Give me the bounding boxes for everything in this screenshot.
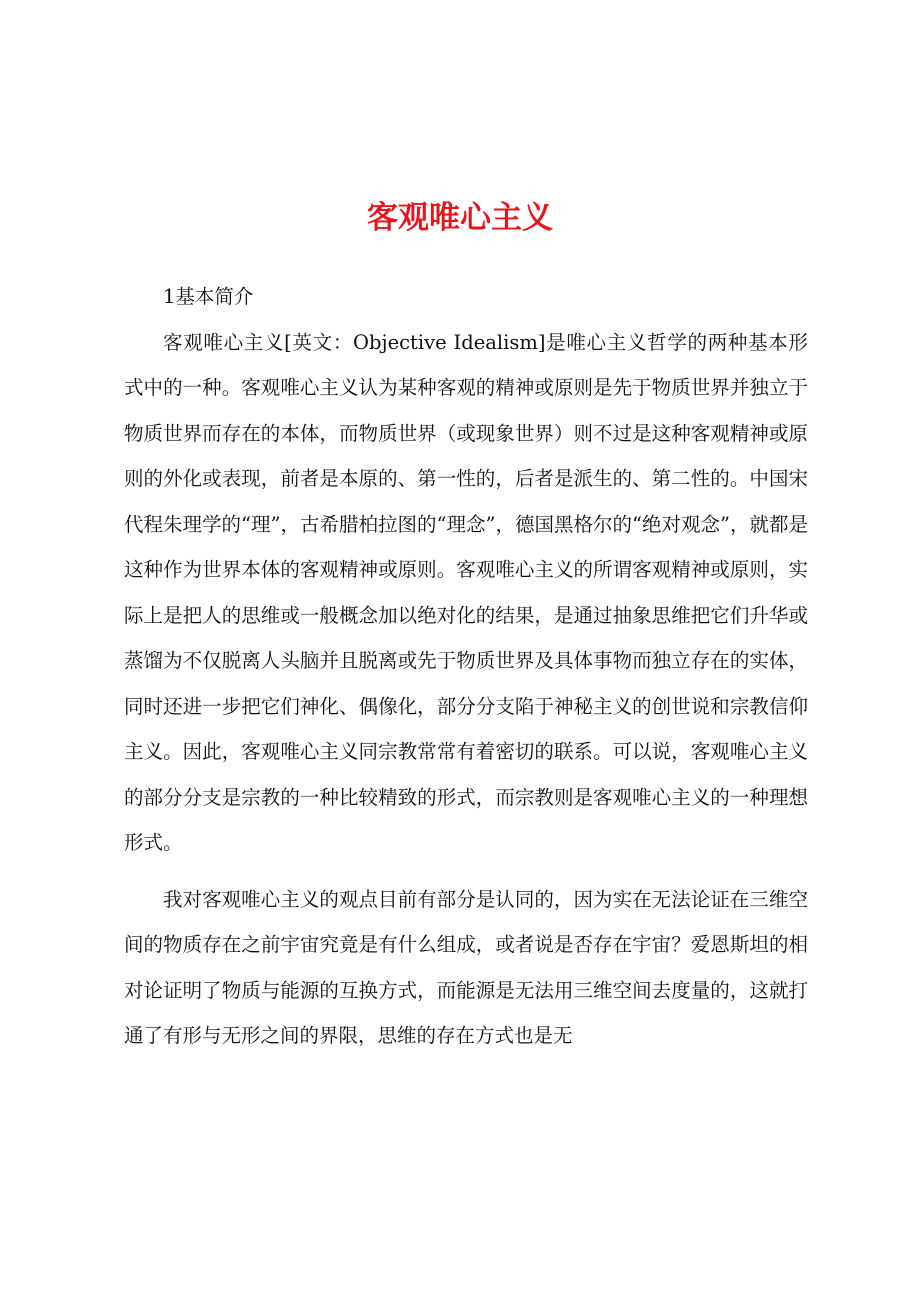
document-body [124, 274, 808, 1059]
paragraph-opinion: 我对客观唯心主义的观点目前有部分是认同的，因为实在无法论证在三维空间的物质存在之前宇宙究竟是有什么组成，或者说是否存在宇宙？爱恩斯坦的相对论证明了物质与能源的互换方式，而能源是无法用三维空间去度量的，这就打通了有形与无形之间的界限，思维的存在方式也是无 [124, 887, 808, 1047]
paragraph-introduction: 客观唯心主义[英文：Objective Idealism]是唯心主义哲学的两种基本形式中的一种。客观唯心主义认为某种客观的精神或原则是先于物质世界并独立于物质世界而存在的本体，而物质世界（或现象世界）则不过是这种客观精神或原则的外化或表现，前者是本原的、第一性的，后者是派生的、第二性的。中国宋代程朱理学的“理”，古希腊柏拉图的“理念”，德国黑格尔的“绝对观念”，就都是这种作为世界本体的客观精神或原则。客观唯心主义的所谓客观精神或原则，实际上是把人的思维或一般概念加以绝对化的结果，是通过抽象思维把它们升华或蒸馏为不仅脱离人头脑并且脱离或先于物质世界及具体事物而独立存在的实体，同时还进一步把它们神化、偶像化，部分分支陷于神秘主义的创世说和宗教信仰主义。因此，客观唯心主义同宗教常常有着密切的联系。可以说，客观唯心主义的部分分支是宗教的一种比较精致的形式，而宗教则是客观唯心主义的一种理想形式。 [124, 330, 808, 854]
section-heading: 1基本简介 [163, 285, 254, 308]
page-title: 客观唯心主义 [367, 200, 553, 236]
